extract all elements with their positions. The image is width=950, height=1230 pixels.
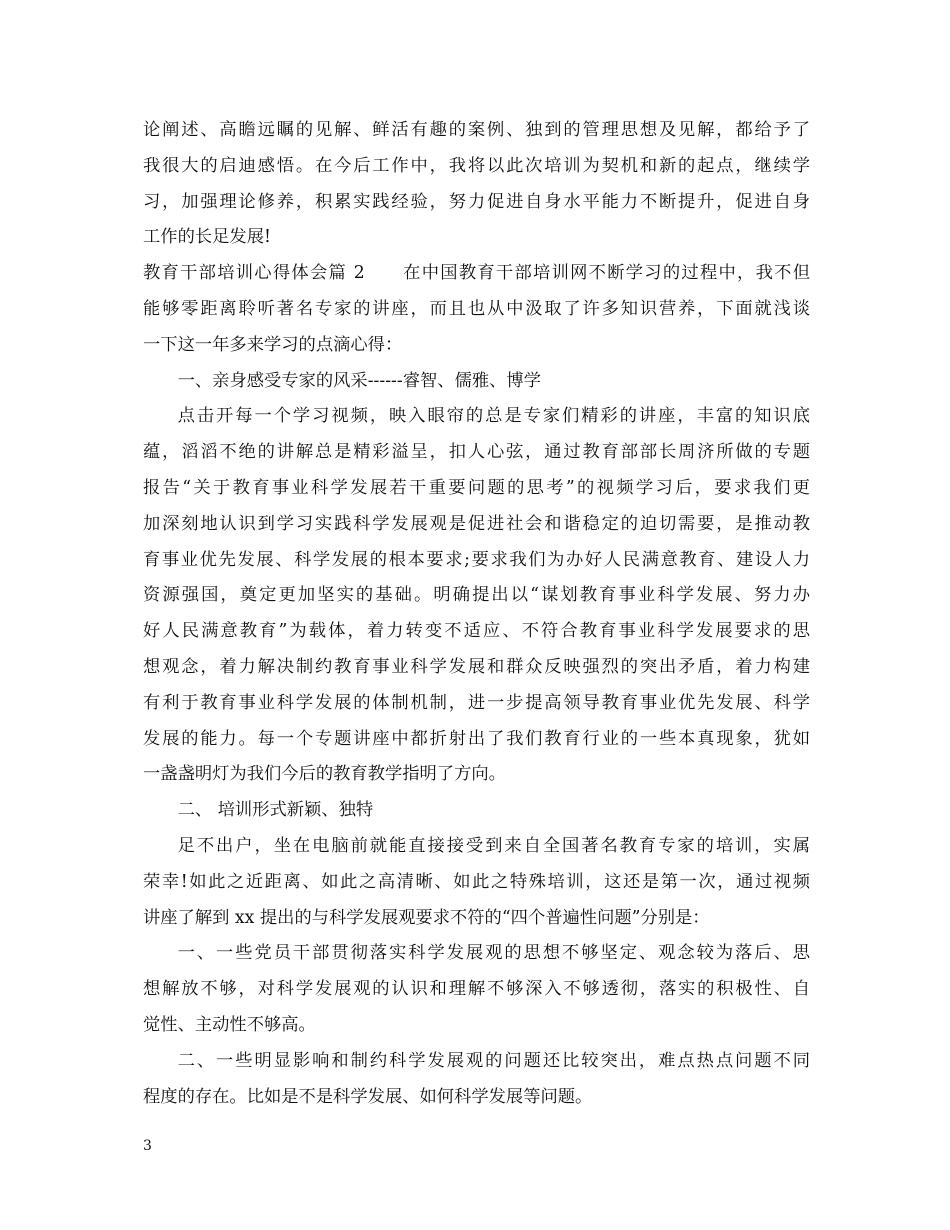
text-line: 习，加强理论修养，积累实践经验，努力促进自身水平能力不断提升，促进自身 [143, 191, 810, 212]
text-line: 想解放不够，对科学发展观的认识和理解不够深入不够透彻，落实的积极性、自 [143, 979, 810, 1000]
text-line: 我很大的启迪感悟。在今后工作中，我将以此次培训为契机和新的起点，继续学 [143, 155, 810, 176]
text-line: 工作的长足发展! [143, 227, 271, 248]
text-line: 能够零距离聆听著名专家的讲座，而且也从中汲取了许多知识营养，下面就浅谈 [143, 298, 810, 319]
text-line: 程度的存在。比如是不是科学发展、如何科学发展等问题。 [143, 1086, 593, 1107]
text-line: 讲座了解到 xx 提出的与科学发展观要求不符的“四个普遍性问题”分别是： [143, 907, 710, 928]
text-line: 想观念，着力解决制约教育事业科学发展和群众反映强烈的突出矛盾，着力构建 [143, 656, 810, 677]
section-heading: 二、 培训形式新颖、独特 [177, 800, 374, 821]
text-line: 加深刻地认识到学习实践科学发展观是促进社会和谐稳定的迫切需要，是推动教 [143, 513, 810, 534]
text-line: 觉性、主动性不够高。 [143, 1014, 316, 1035]
text-line: 好人民满意教育”为载体，着力转变不适应、不符合教育事业科学发展要求的思 [143, 621, 810, 642]
text-line: 报告“关于教育事业科学发展若干重要问题的思考”的视频学习后，要求我们更 [143, 477, 810, 498]
text-line: 点击开每一个学习视频，映入眼帘的总是专家们精彩的讲座，丰富的知识底 [177, 406, 810, 427]
text-line: 荣幸!如此之近距离、如此之高清晰、如此之特殊培训，这还是第一次，通过视频 [143, 871, 810, 892]
text-line: 教育干部培训心得体会篇 2 在中国教育干部培训网不断学习的过程中，我不但 [143, 263, 810, 284]
text-line: 蕴，滔滔不绝的讲解总是精彩溢呈，扣人心弦，通过教育部部长周济所做的专题 [143, 442, 810, 463]
text-line: 二、一些明显影响和制约科学发展观的问题还比较突出，难点热点问题不同 [177, 1050, 810, 1071]
page-number: 3 [143, 1138, 152, 1154]
text-line: 发展的能力。每一个专题讲座中都折射出了我们教育行业的一些本真现象，犹如 [143, 728, 810, 749]
text-line: 资源强国，奠定更加坚实的基础。明确提出以“谋划教育事业科学发展、努力办 [143, 585, 810, 606]
text-line: 足不出户，坐在电脑前就能直接接受到来自全国著名教育专家的培训，实属 [177, 835, 810, 856]
text-line: 一盏盏明灯为我们今后的教育教学指明了方向。 [143, 764, 506, 785]
section-heading: 一、亲身感受专家的风采------睿智、儒雅、博学 [177, 370, 541, 391]
text-line: 一下这一年多来学习的点滴心得： [143, 334, 403, 355]
document-body [143, 113, 810, 1115]
text-line: 一、一些党员干部贯彻落实科学发展观的思想不够坚定、观念较为落后、思 [177, 943, 810, 964]
text-line: 育事业优先发展、科学发展的根本要求;要求我们为办好人民满意教育、建设人力 [143, 549, 810, 570]
text-line: 有利于教育事业科学发展的体制机制，进一步提高领导教育事业优先发展、科学 [143, 692, 810, 713]
text-line: 论阐述、高瞻远瞩的见解、鲜活有趣的案例、独到的管理思想及见解，都给予了 [143, 120, 810, 140]
